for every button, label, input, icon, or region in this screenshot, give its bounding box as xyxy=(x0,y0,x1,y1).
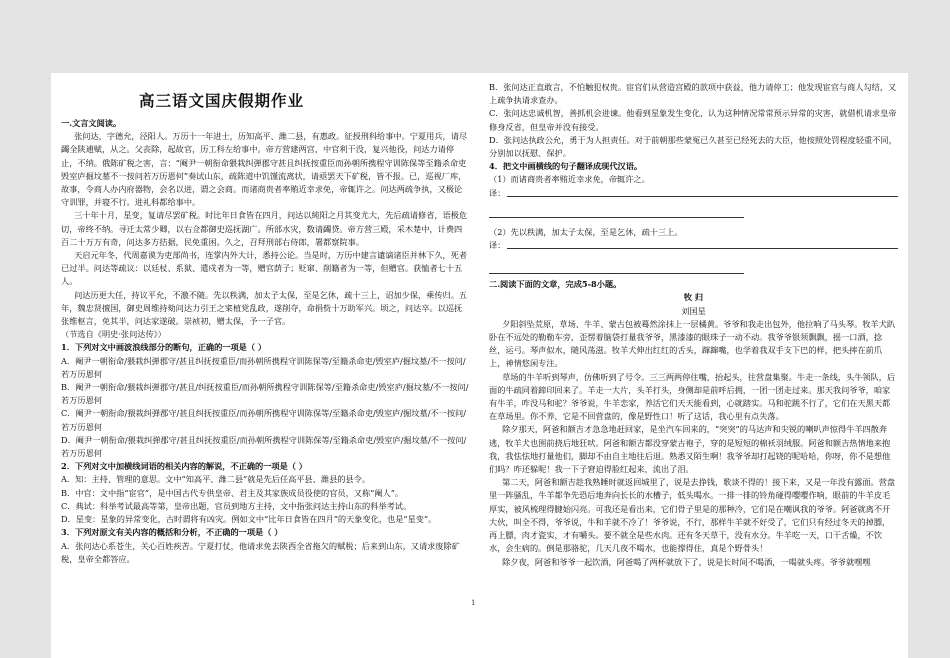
question-4: 4．把文中画横线的句子翻译成现代汉语。 xyxy=(489,161,643,172)
story-author: 刘国星 xyxy=(681,305,706,316)
passage-source: （节选自《明史·张问达传》） xyxy=(61,329,166,340)
story-paragraph: 除夕那天，阿爸和额吉才急急地赶回家，是坐汽车回来的，“突突”的马达声和尖锐的喇叭声惊得牛羊四散奔逃，牧羊犬也围前挠后地狂吠。阿爸和额吉都没穿蒙古袍子，穿的是短短的棉袄羽绒服。阿爸和额吉热情地来抱我，我怯怯地打量他们，脚却不由自主地往后退。熟悉又陌生啊！我爷爷却打起铙的呢哈哈，你呀，你不是想他们吗？咋还躲呢！我一下子窘迫得脸红起来，流出了泪。 xyxy=(489,424,891,475)
section-heading-classical: 一.文言文阅读。 xyxy=(61,118,122,128)
story-paragraph: 草场的牛羊听到琴声，仿佛听到了号令。三三两两停住嘴，抬起头，往营盘集聚。牛走一条线，头牛领队，后面的牛疏同着蹄印回来了。羊走一大片，头羊打头，身侧却是前呼后拥，一团一团走过来。那天我问爷爷，咱家有牛羊，咋没马和驼？爷爷说，牛羊恋家，养活它们天天能看到，心就踏实。马和驼跳不行了，它们在天黑天都在草场里。你不养，它是不回营盘的，像是野性口！听了这话，我心里有点失落。 xyxy=(489,371,896,422)
question-1: 1．下列对文中画波浪线部分的断句，正确的一项是（ ） xyxy=(61,342,267,353)
answer-line[interactable] xyxy=(489,262,744,274)
option-2b: B．中官：文中指“宦官”，是中国古代专供皇帝、君主及其家族成员役使的官员，又称“阉人”。 xyxy=(61,487,404,498)
passage-paragraph: 张问达，字德允，泾阳人。万历十一年进士，历知高平、潍二县，有惠政。征授刑科给事中。宁夏用兵，请尽蠲全陕逋赋，从之。父丧除，起故官，历工科左给事中。帝方营建两宫，中官利干没，复兴他役，问达力请停止，不纳。俄陈矿税之害，言：“阉尹一朝衔命猥栽纠弹郡守甚且纠抚按重臣而孙朝所携程守训陈保等至籍杀命吏毁室庐掘坟墓不一按问若万历恩何”奏试山东，疏陈道中饥馑流离状，请亟罢天下矿税，皆不报。已，巡视厂库，故事，令商人办内府器物，会名以进，谓之会商。而诸商贵者率贿近幸求免，帝辄许之。问达两疏争执，又极论守训罪，并寝不行。进礼科都给事中。 xyxy=(61,131,468,208)
option-1d: D．阉尹一朝衔命/猥栽纠弹郡守/甚且纠抚按重臣/而孙朝所携程守训陈保等/至籍杀命吏/毁室庐/掘坟墓/不一按问/若万历恩何 xyxy=(61,434,467,459)
right-column xyxy=(489,73,898,569)
question-3: 3．下列对原文有关内容的概括和分析，不正确的一项是（ ） xyxy=(61,527,283,538)
passage-paragraph: 三十年十月，星变，复请尽罢矿税。时比年日食皆在四月，问达以純阳之月其变尤大，先后疏请修省，语极危切，帝终不纳。寻迁太常少卿，以右佥都御史巡抚湖广。所部水灾，数请蠲贷。帝方营三殿，采木楚中，计费四百二十万万有奇，问达多方拮据，民免重困。久之，召拜刑部右侍郎，署都察院事。 xyxy=(61,210,468,247)
option-1b: B．阉尹一朝衔命/猥栽纠弹郡守/甚且/纠抚按重臣/而孙朝所携程守训陈保等/至籍杀命吏/毁室庐/掘坟墓/不一按问/若万历恩何 xyxy=(61,382,469,406)
answer-line[interactable] xyxy=(507,187,898,197)
page-number: 1 xyxy=(471,599,476,607)
answer-line[interactable] xyxy=(489,206,744,218)
option-3b: B．张问达正直敢言，不怕触犯权贵。宦官们从营造宫殿的款项中获益，他力请停工；他发现宦官与商人勾结，又上疏争执请求查办。 xyxy=(489,82,897,106)
passage-paragraph: 问达历更大任，持议平允，不激不随。先以秩满，加太子太保，至是乞休，疏十三上，诏加少保，乘传归。五年，魏忠贤擅国，御史周维持劾问达力引王之寀植党乱政，遂削夺，命捐赀十万助军兴。顷之，问达卒。以巡抚张维枢言，免其半，问达家遂破。崇祯初，赠太保，予一子官。 xyxy=(61,289,468,327)
option-2a: A．知：主持、管理的意思。文中“知高平、潍二县”就是先后任高平县、潍县的县令。 xyxy=(61,474,371,485)
page-title: 高三语文国庆假期作业 xyxy=(139,92,305,110)
option-3c: C．张问达忠诚机智，善抓机会进谏。他看到星象发生变化，认为这种情况常常预示异常的灾害，就借机请求皇帝修身反省，但皇帝并没有接受。 xyxy=(489,108,897,132)
translate-item-1: （1）而诸商贵者率贿近幸求免，帝辄许之。 xyxy=(489,174,650,185)
story-title: 牧 归 xyxy=(683,292,704,303)
story-paragraph: 夕阳斜坠荒原，草场、牛羊、蒙古包被蓦然涂抹上一层橘黄。爷爷和我走出包外，他拉响了马头琴。牧羊犬趴卧在不远处的勒勒车旁，歪愣着脑袋打量我爷爷，黑漆漆的眼珠子一动不动。我爷爷银须飘飘，摇一口酒，捻丝，运弓。琴声似水，随风荡滋。牧羊犬伸出红红的舌头，蹿蹿嘴，也学着我双手支下巴的样，把头摔在前爪上，神情悠闲专注。 xyxy=(489,318,896,369)
document-page xyxy=(51,73,908,658)
option-1c: C．阉尹一朝衔命/猥栽纠弹郡守/甚且纠抚按重臣/而孙朝所携程守训陈保等/至籍杀命吏/毁室庐/掘坟墓/不一按问/若万历恩何 xyxy=(61,408,466,432)
passage-paragraph: 天启元年冬，代周嘉谟为吏部尚书，连掌内外大计，悉持公论。当是时，万历中建言谴谪诸臣并林下久，死者已过半。问达等疏议：以廷杖、系狱、遣戍者为一等，赠官荫子；贬窜、削籍者为一等，但赠官。获恤者七十五人。 xyxy=(61,250,468,287)
translate-label: 译： xyxy=(489,240,506,251)
story-paragraph: 第二天，阿爸和额吉趁我熟睡时就返回城里了，说是去挣钱，歌谈不得的！接下来，又是一年没有露面。营盘里一阵骚乱，牛羊都争先恐后地奔向长长的水槽子，低头喝水。一排一排的铃角碰得嘤嘤作响，眼前的牛羊皮毛厚实，被风梳理得腱始闪亮。可我还是看出来，它们骨子里是的那种冷，它们是在嘲讽我的爷爷。阿爸就离不开大伙，叫全不得，爷爷说，牛和羊就不冷了！爷爷说，不行，那样牛羊就不好受了，它们只有经过冬天的掉膘，再上膘，肉才瓷实，才有嚼头。要不就全是些水肉。还有冬天草干，没有水分。牛羊吃一天，口干舌燥，不饮水，会生病的。倒是那骆驼，几天几夜不喝水，也能撑得住，真是个野骨头！ xyxy=(489,477,896,554)
option-2d: D．星变：星象的异常变化，古时谓将有凶灾。例如文中“比年日食皆在四月”的天象变化，也是“星变”。 xyxy=(61,514,437,525)
option-3d: D．张问达执政公允，勇于为人担责任。对于前朝那些蒙冤已久甚至已经死去的大臣，他按照处罚程度轻重不同，分别加以抚慰、保护。 xyxy=(489,134,897,159)
answer-row-2 xyxy=(489,239,898,252)
question-2: 2．下列对文中加横线词语的相关内容的解说，不正确的一项是（ ） xyxy=(61,461,307,472)
translate-item-2: （2）先以秩满，加太子太保，至是乞休，疏十三上。 xyxy=(489,226,683,237)
answer-row-1 xyxy=(489,187,898,200)
option-3a: A．张问达心系苍生，关心百姓疾苦。宁夏打仗，他请求免去陕西全省拖欠的赋税；后来到山东，又请求废除矿税，皇帝全都答应。 xyxy=(61,540,460,564)
translate-label: 译： xyxy=(489,187,506,198)
section-heading-reading: 二.阅读下面的文章，完成5-8小题。 xyxy=(489,279,622,290)
option-1a: A．阉尹一朝衔命/猥栽纠弹郡守/甚且纠抚按重臣/而孙朝所携程守训陈保等/至籍杀命吏/毁室庐/掘坟墓/不一按问/若万历恩何 xyxy=(61,355,466,379)
answer-line[interactable] xyxy=(507,239,898,249)
story-paragraph: 除夕夜，阿爸和爷爷一起饮酒，阿爸喝了两杯就放下了，说是长时间不喝酒，一喝就头疼。爷爷就嘿嘿 xyxy=(502,556,871,567)
option-2c: C．典试：科举考试最高等第，皇帝出题，官员到地方主持，文中指张问达主持山东的科举考试。 xyxy=(61,500,412,511)
left-column xyxy=(61,73,469,566)
